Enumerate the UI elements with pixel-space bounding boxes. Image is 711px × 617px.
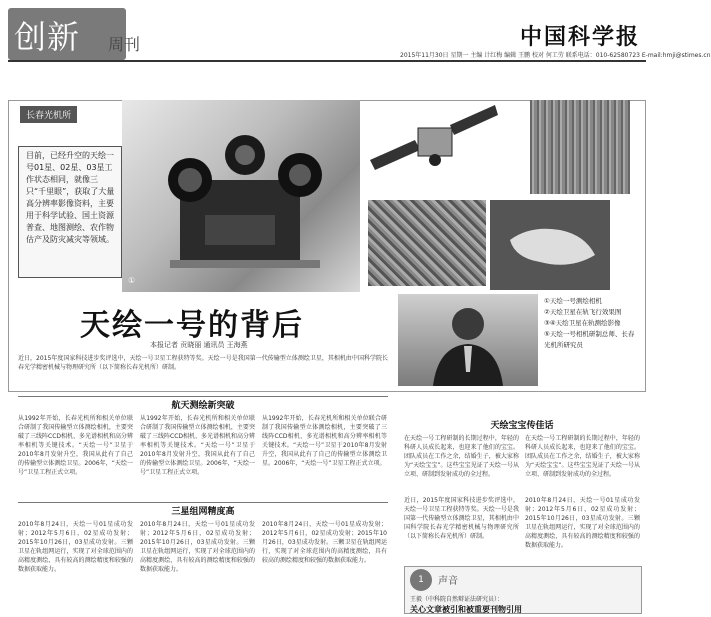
comment-label: 声音 [438, 576, 458, 587]
section-text: 在天绘一号工程研制的长期过程中，年轻的科研人员成长起来，也迎来了他们的宝宝。团队成员在工作之余，结婚生子，被大家称为“天绘宝宝”。这些宝宝见证了天绘一号从立项、研制到发射成功的全过程。 [404, 435, 519, 478]
issue-meta: 2015年11月30日 星期一 主编 计红梅 编辑 王鹏 校对 何工劳 联系电话：010-62580723 E-mail:hmji@stimes.cn [400, 52, 711, 59]
section-text: 近日，2015年度国家科技进步奖评选中，天绘一号卫星工程获特等奖。天绘一号是我国第一代传输型立体测绘卫星，其相机由中国科学院长春光学精密机械与物理研究所（以下简称长春光机所）研制。 [404, 497, 519, 540]
island-aerial-image [490, 200, 610, 290]
section-title: 创新 [14, 18, 81, 56]
section-heading: 三星组网精度高 [171, 507, 235, 517]
masthead-rule [8, 60, 646, 62]
city-aerial-image [530, 100, 630, 194]
section-rule [18, 396, 388, 397]
section-text: 从1992年开始，长春光机所和相关单位联合研制了我国传输型立体测绘相机，主要突破了三线阵CCD相机、多光谱相机和高分辨率相机等关键技术。“天绘一号”卫星于2010年8月发射升空，我国从此有了自己的传输型立体测绘卫星。2006年，“天绘一号”卫星工程正式立项。 [262, 415, 387, 467]
caption-item: ②天绘卫星在轨飞行效果图 [544, 308, 622, 316]
section-text: 从1992年开始，长春光机所和相关单位联合研制了我国传输型立体测绘相机，主要突破了三线阵CCD相机、多光谱相机和高分辨率相机等关键技术。“天绘一号”卫星于2010年8月发射升空，我国从此有了自己的传输型立体测绘卫星。2006年，“天绘一号”卫星工程正式立项。 [18, 415, 133, 476]
photo-captions [544, 296, 636, 351]
satellite-illustration [370, 100, 500, 190]
section-subtitle: 周刊 [108, 35, 141, 54]
section-rule [18, 502, 388, 503]
byline: 本报记者 贡晓丽 通讯员 王海燕 [150, 341, 248, 349]
comment-source: 王毅（中科院自然辩证法研究员）： [410, 596, 504, 603]
camera-rig-illustration [150, 120, 340, 270]
section-text: 在天绘一号工程研制的长期过程中，年轻的科研人员成长起来，也迎来了他们的宝宝。团队成员在工作之余，结婚生子，被大家称为“天绘宝宝”。这些宝宝见证了天绘一号从立项、研制到发射成功的全过程。 [525, 435, 640, 478]
section-text: 2010年8月24日，天绘一号01星成功发射；2012年5月6日，02星成功发射；2015年10月26日，03星成功发射。三颗卫星在轨组网运行，实现了对全球范围内的高精度测绘，具有较高的测绘精度和较强的数据获取能力。 [525, 497, 640, 549]
island-shape [490, 200, 610, 290]
researcher-portrait [398, 294, 538, 386]
caption-item: ③④天绘卫星在轨测绘影像 [544, 319, 621, 327]
person-icon [398, 294, 538, 386]
section-text: 2010年8月24日，天绘一号01星成功发射；2012年5月6日，02星成功发射；2015年10月26日，03星成功发射。三颗卫星在轨组网运行，实现了对全球范围内的高精度测绘，具有较高的测绘精度和较强的数据获取能力。 [140, 521, 255, 573]
section-text: 2010年8月24日，天绘一号01星成功发射；2012年5月6日，02星成功发射；2015年10月26日，03星成功发射。三颗卫星在轨组网运行，实现了对全球范围内的高精度测绘，具有较高的测绘精度和较强的数据获取能力。 [262, 521, 387, 564]
headline: 天绘一号的背后 [80, 308, 304, 343]
comment-number: 1 [410, 569, 432, 591]
section-heading: 天绘宝宝传佳话 [490, 421, 554, 431]
section-heading: 航天测绘新突破 [171, 401, 235, 411]
newspaper-logo: 中国科学报 [520, 24, 641, 50]
comment-title: 关心文章被引和被重要刊物引用 [410, 605, 522, 614]
intro-paragraph: 近日，2015年度国家科技进步奖评选中，天绘一号卫星工程获特等奖。天绘一号是我国第一代传输型立体测绘卫星，其相机由中国科学院长春光学精密机械与物理研究所（以下简称长春光机所）研制。 [18, 355, 388, 371]
caption-item: ⑤天绘一号相机研制总师、长春光机所研究员 [544, 330, 635, 349]
section-text: 从1992年开始，长春光机所和相关单位联合研制了我国传输型立体测绘相机，主要突破了三线阵CCD相机、多光谱相机和高分辨率相机等关键技术。“天绘一号”卫星于2010年8月发射升空，我国从此有了自己的传输型立体测绘卫星。2006年，“天绘一号”卫星工程正式立项。 [140, 415, 255, 476]
caption-item: ①天绘一号测绘相机 [544, 297, 602, 305]
section-text: 2010年8月24日，天绘一号01星成功发射；2012年5月6日，02星成功发射；2015年10月26日，03星成功发射。三颗卫星在轨组网运行，实现了对全球范围内的高精度测绘，具有较高的测绘精度和较强的数据获取能力。 [18, 521, 133, 573]
terrain-aerial-image [368, 200, 486, 286]
photo-number: ① [128, 276, 136, 285]
lead-text: 目前，已经升空的天绘一号01星、02星、03星工作状态相同，就像三只“千里眼”，获取了大量高分辨率影像资料，主要用于科学试验、国土资源普查、地图测绘、农作物估产及防灾减灾等领域。 [26, 151, 115, 244]
institute-label: 长春光机所 [20, 106, 77, 123]
